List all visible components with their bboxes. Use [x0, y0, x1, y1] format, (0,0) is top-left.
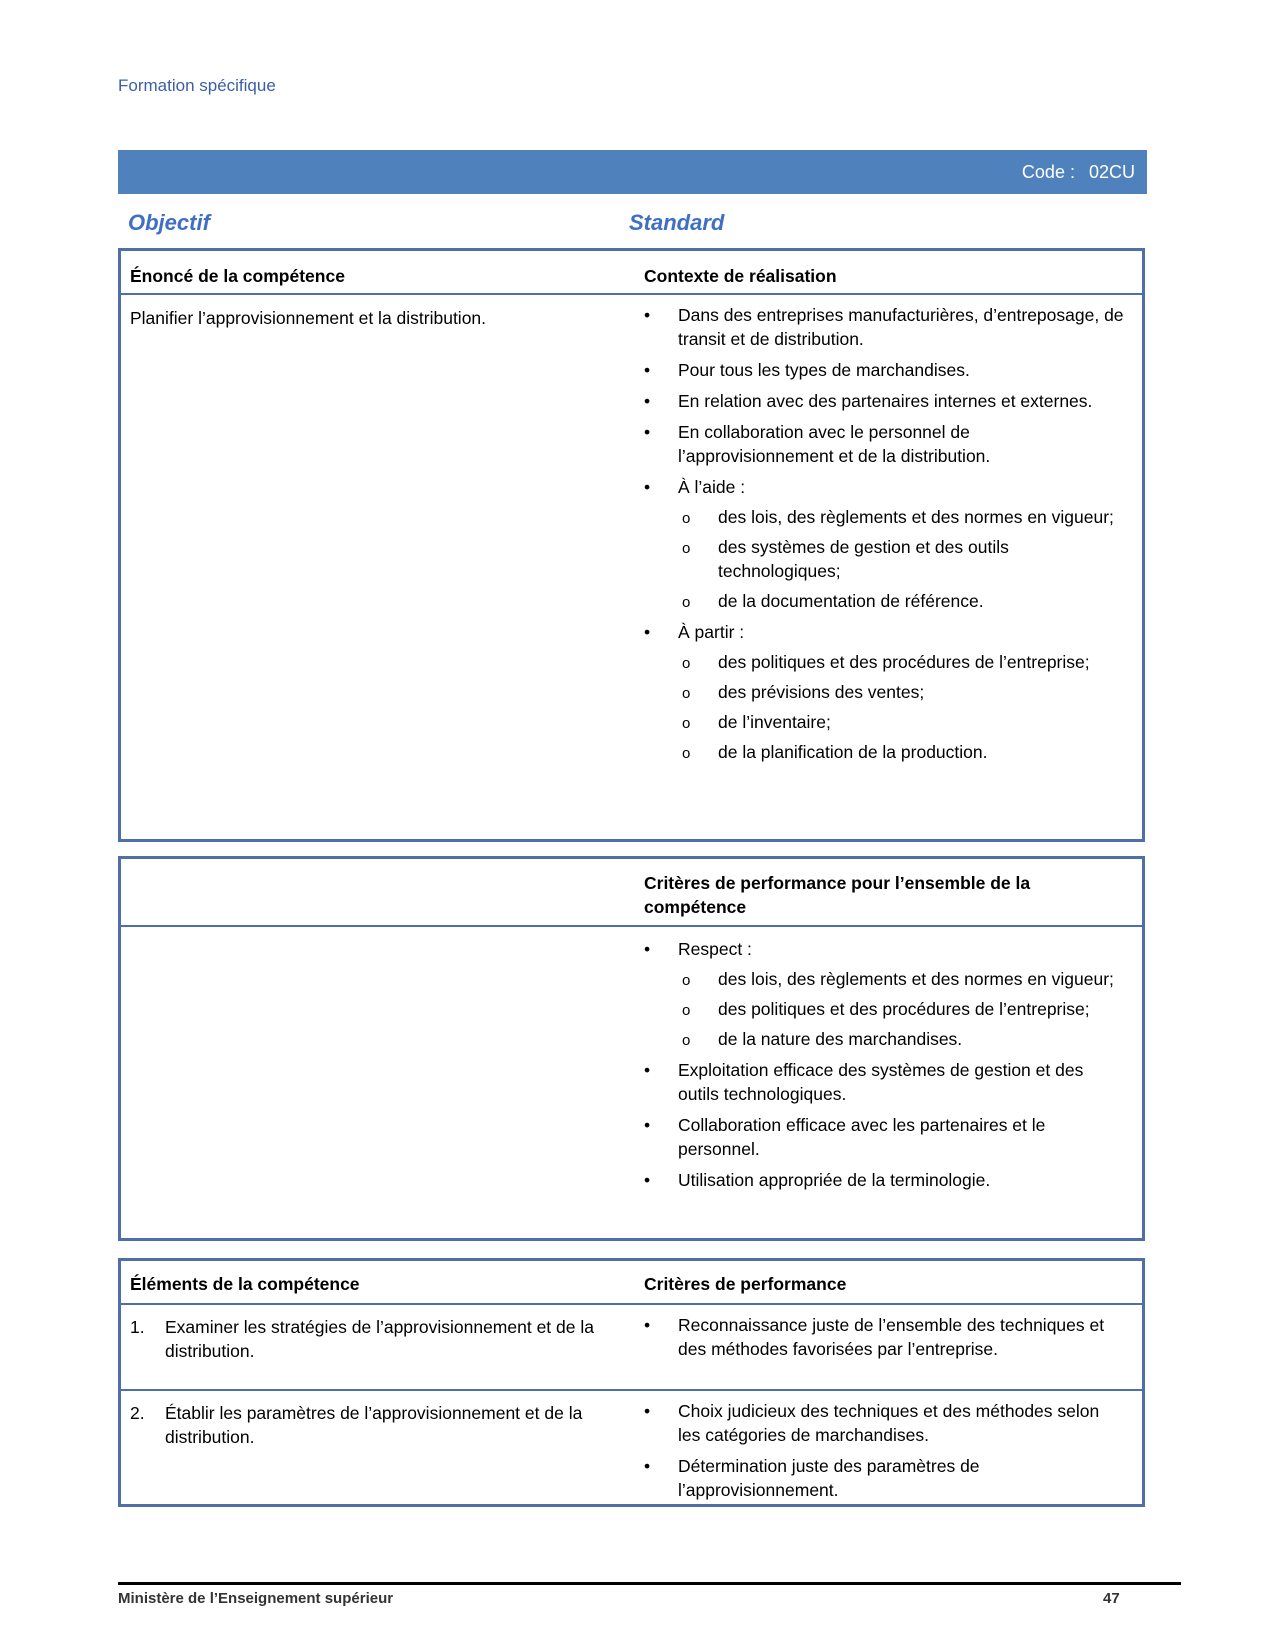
context-item [644, 475, 1124, 613]
context-item-text: En collaboration avec le personnel de l’approvisionnement et de la distribution. [678, 422, 991, 466]
context-item-text: En relation avec des partenaires internes et externes. [678, 391, 1093, 411]
context-item-subitem-text: des lois, des règlements et des normes en vigueur; [718, 507, 1114, 527]
performance-criterion [644, 1454, 1124, 1502]
circle-bullet-icon: o [682, 685, 691, 702]
circle-bullet-icon: o [682, 972, 691, 989]
criterion-item-subitem-text: de la nature des marchandises. [718, 1029, 963, 1049]
context-item-subitem-text: de la documentation de référence. [718, 591, 984, 611]
bullet-icon: • [644, 939, 651, 959]
context-item-subitem [678, 740, 1124, 764]
bullet-icon: • [644, 477, 651, 497]
criterion-item-text: Utilisation appropriée de la terminologie. [678, 1170, 991, 1190]
performance-header: Critères de performance [644, 1274, 847, 1294]
criterion-item [644, 937, 1124, 1051]
circle-bullet-icon: o [682, 1002, 691, 1019]
context-item-subitem [678, 710, 1124, 734]
page-number: 47 [1103, 1590, 1120, 1607]
code-value: 02CU [1088, 161, 1135, 182]
performance-criterion-text: Détermination juste des paramètres de l’approvisionnement. [678, 1456, 980, 1500]
overall-criteria-box [118, 856, 1145, 1241]
performance-criterion [644, 1399, 1124, 1447]
bullet-icon: • [644, 305, 651, 325]
code-label: Code : [1021, 161, 1075, 182]
criterion-item [644, 1058, 1124, 1106]
bullet-icon: • [644, 391, 651, 411]
element-text: Établir les paramètres de l’approvisionnement et de la distribution. [165, 1403, 583, 1447]
context-item [644, 420, 1124, 468]
elements-header-row [121, 1261, 1142, 1303]
criterion-item-text: Collaboration efficace avec les partenaires et le personnel. [678, 1115, 1046, 1159]
context-header: Contexte de réalisation [644, 266, 837, 286]
criterion-item-subitem-text: des politiques et des procédures de l’entreprise; [718, 999, 1090, 1019]
performance-criterion-text: Reconnaissance juste de l’ensemble des techniques et des méthodes favorisées par l’entreprise. [678, 1315, 1105, 1359]
criterion-item-subitem [678, 1027, 1124, 1051]
context-list [644, 303, 1124, 771]
context-item-text: À partir : [678, 622, 745, 642]
context-item-subitem [678, 650, 1124, 674]
circle-bullet-icon: o [682, 745, 691, 762]
statement-header: Énoncé de la compétence [130, 266, 345, 286]
context-item-text: À l’aide : [678, 477, 746, 497]
bullet-icon: • [644, 1315, 651, 1335]
context-item-subitem [678, 505, 1124, 529]
context-item-subitem-text: de la planification de la production. [718, 742, 988, 762]
competence-box [118, 248, 1145, 842]
elements-box [118, 1258, 1145, 1507]
overall-criteria-header: Critères de performance pour l’ensemble de la compétence [644, 873, 1031, 917]
criterion-item-subitem [678, 997, 1124, 1021]
context-item-subitem-text: de l’inventaire; [718, 712, 831, 732]
context-item [644, 358, 1124, 382]
context-item-subitem [678, 680, 1124, 704]
criterion-item [644, 1113, 1124, 1161]
elements-header: Éléments de la compétence [130, 1274, 360, 1294]
bullet-icon: • [644, 622, 651, 642]
footer-ministry: Ministère de l’Enseignement supérieur [118, 1590, 394, 1607]
context-item-subitem-text: des prévisions des ventes; [718, 682, 925, 702]
criterion-item [644, 1168, 1124, 1192]
overall-criteria-list [644, 937, 1124, 1199]
standard-heading: Standard [629, 210, 725, 235]
circle-bullet-icon: o [682, 1032, 691, 1049]
criterion-item-text: Respect : [678, 939, 752, 959]
element-text: Examiner les stratégies de l’approvisionnement et de la distribution. [165, 1317, 594, 1361]
circle-bullet-icon: o [682, 715, 691, 732]
context-item [644, 303, 1124, 351]
context-item-subitem [678, 535, 1124, 583]
objectif-heading: Objectif [128, 210, 210, 235]
bullet-icon: • [644, 422, 651, 442]
performance-criterion [644, 1313, 1124, 1361]
overall-criteria-header-row [121, 859, 1142, 927]
context-item-text: Dans des entreprises manufacturières, d’entreposage, de transit et de distribution. [678, 305, 1124, 349]
context-item-text: Pour tous les types de marchandises. [678, 360, 970, 380]
circle-bullet-icon: o [682, 655, 691, 672]
circle-bullet-icon: o [682, 540, 691, 557]
element-row [121, 1389, 1142, 1505]
context-item-subitem [678, 589, 1124, 613]
criterion-item-text: Exploitation efficace des systèmes de gestion et des outils technologiques. [678, 1060, 1084, 1104]
criterion-item-subitem-text: des lois, des règlements et des normes en vigueur; [718, 969, 1114, 989]
bullet-icon: • [644, 360, 651, 380]
bullet-icon: • [644, 1170, 651, 1190]
element-number: 1. [130, 1317, 145, 1337]
element-number: 2. [130, 1403, 145, 1423]
running-header: Formation spécifique [118, 76, 276, 95]
context-item [644, 389, 1124, 413]
bullet-icon: • [644, 1060, 651, 1080]
element-criteria [644, 1399, 1124, 1509]
element-row [121, 1303, 1142, 1389]
bullet-icon: • [644, 1401, 651, 1421]
performance-criterion-text: Choix judicieux des techniques et des méthodes selon les catégories de marchandises. [678, 1401, 1100, 1445]
column-headings [128, 210, 1138, 240]
competence-header-row [121, 251, 1142, 295]
competence-statement: Planifier l’approvisionnement et la distribution. [130, 308, 487, 328]
bullet-icon: • [644, 1115, 651, 1135]
code-band [118, 150, 1147, 194]
element-criteria [644, 1313, 1124, 1368]
criterion-item-subitem [678, 967, 1124, 991]
circle-bullet-icon: o [682, 594, 691, 611]
context-item-subitem-text: des systèmes de gestion et des outils technologiques; [718, 537, 1009, 581]
context-item [644, 620, 1124, 764]
context-item-subitem-text: des politiques et des procédures de l’entreprise; [718, 652, 1090, 672]
footer-rule [118, 1582, 1181, 1585]
bullet-icon: • [644, 1456, 651, 1476]
circle-bullet-icon: o [682, 510, 691, 527]
